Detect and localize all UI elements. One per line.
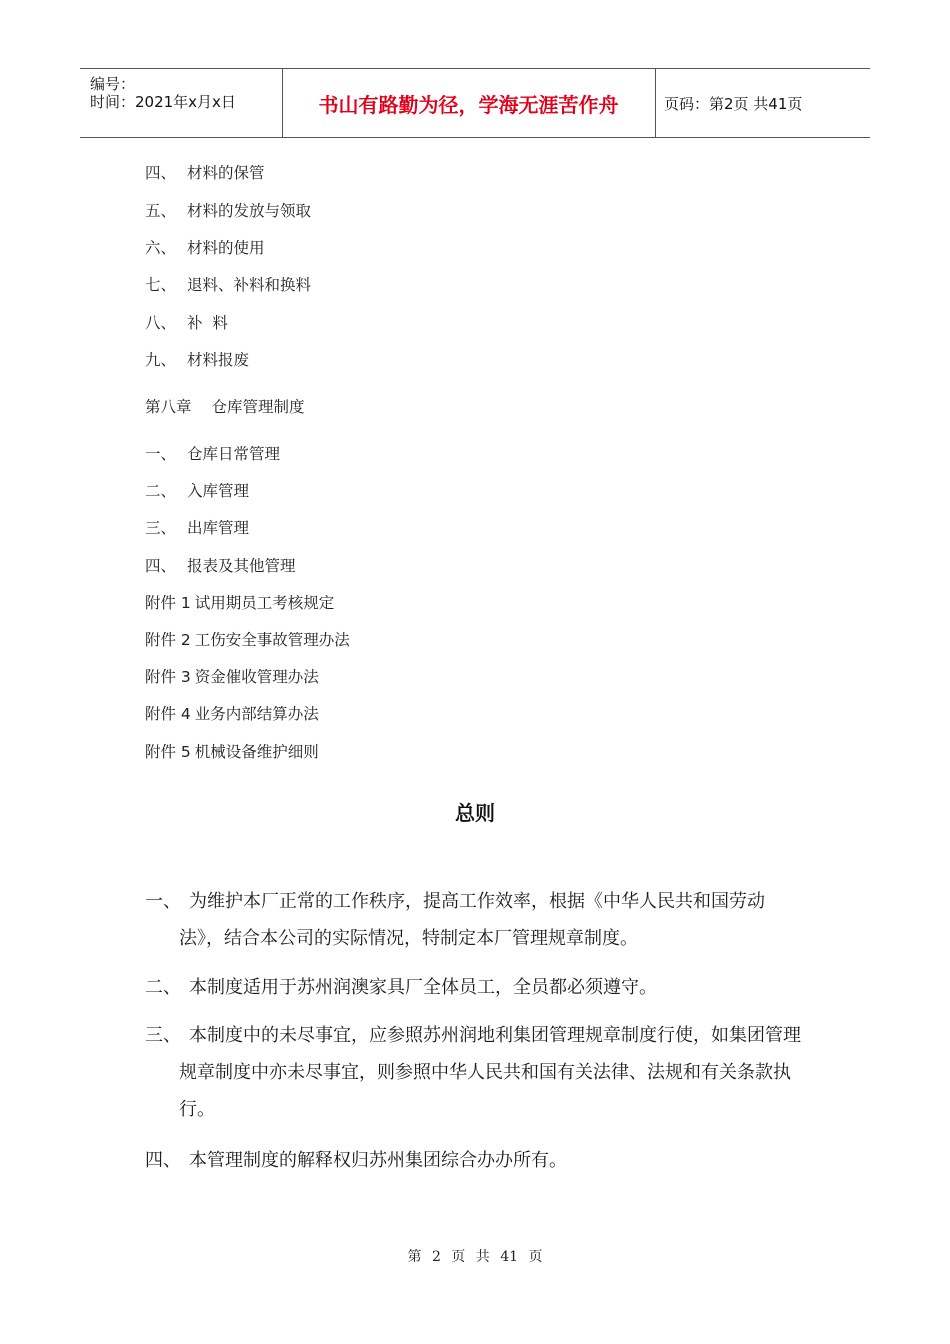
article-number: 二、 — [145, 977, 181, 998]
toc-item-number: 四、 — [145, 164, 177, 182]
toc-item — [145, 442, 280, 464]
toc-item — [145, 161, 265, 183]
toc-item — [145, 311, 228, 333]
document-date-label: 时间：2021年x月x日 — [90, 93, 236, 111]
header-meta-cell — [80, 69, 283, 137]
toc-appendix-number: 附件 5 — [145, 743, 191, 761]
toc-item-number: 七、 — [145, 276, 177, 294]
toc-item-text: 入库管理 — [187, 482, 250, 500]
toc-item-text: 退料、补料和换料 — [187, 276, 312, 294]
toc-appendix — [145, 628, 350, 650]
toc-item — [145, 273, 311, 295]
toc-item-text: 材料报废 — [187, 351, 250, 369]
toc-appendix-number: 附件 1 — [145, 594, 191, 612]
toc-chapter-number: 第八章 — [145, 398, 192, 416]
article-text: 本制度适用于苏州润澳家具厂全体员工，全员都必须遵守。 — [189, 977, 657, 998]
toc-item-text: 报表及其他管理 — [187, 557, 296, 575]
toc-chapter — [145, 395, 305, 417]
article-text: 本制度中的未尽事宜，应参照苏州润地利集团管理规章制度行使，如集团管理规章制度中亦未尽事宜，则参照中华人民共和国有关法律、法规和有关条款执行。 — [179, 1025, 801, 1120]
toc-item — [145, 236, 265, 258]
toc-appendix — [145, 665, 319, 687]
toc-appendix-text: 业务内部结算办法 — [194, 705, 319, 723]
toc-chapter-text: 仓库管理制度 — [211, 398, 305, 416]
toc-appendix — [145, 702, 319, 724]
article-number: 三、 — [145, 1025, 181, 1046]
toc-item-number: 六、 — [145, 239, 177, 257]
toc-item-text: 补 料 — [187, 314, 228, 332]
toc-item — [145, 516, 249, 538]
toc-item-number: 八、 — [145, 314, 177, 332]
header-motto-cell — [282, 69, 656, 137]
toc-item-text: 出库管理 — [187, 519, 250, 537]
article-paragraph — [145, 1142, 805, 1179]
header-page-info: 页码：第2页 共41页 — [664, 94, 803, 113]
document-number-label: 编号： — [90, 75, 136, 93]
toc-item-text: 材料的发放与领取 — [187, 202, 312, 220]
page-footer: 第 2 页 共 41 页 — [407, 1249, 543, 1265]
toc-appendix — [145, 591, 334, 613]
article-paragraph — [145, 883, 805, 957]
toc-appendix-text: 试用期员工考核规定 — [194, 594, 335, 612]
toc-item-number: 二、 — [145, 482, 177, 500]
section-title: 总则 — [455, 801, 495, 825]
article-text: 本管理制度的解释权归苏州集团综合办办所有。 — [189, 1150, 567, 1171]
toc-item-number: 九、 — [145, 351, 177, 369]
document-header — [80, 68, 870, 138]
header-page-cell — [656, 69, 870, 137]
toc-item-number: 一、 — [145, 445, 177, 463]
toc-appendix-number: 附件 2 — [145, 631, 191, 649]
article-paragraph — [145, 1017, 805, 1128]
toc-item — [145, 479, 249, 501]
article-paragraph — [145, 969, 805, 1006]
toc-appendix-number: 附件 3 — [145, 668, 191, 686]
article-text: 为维护本厂正常的工作秩序，提高工作效率，根据《中华人民共和国劳动法》，结合本公司的实际情况，特制定本厂管理规章制度。 — [179, 891, 765, 949]
toc-appendix — [145, 740, 319, 762]
toc-item — [145, 199, 311, 221]
toc-item-number: 五、 — [145, 202, 177, 220]
toc-item-text: 材料的使用 — [187, 239, 265, 257]
toc-item — [145, 348, 249, 370]
article-number: 一、 — [145, 891, 181, 912]
toc-appendix-text: 资金催收管理办法 — [194, 668, 319, 686]
toc-appendix-number: 附件 4 — [145, 705, 191, 723]
toc-item — [145, 554, 296, 576]
toc-appendix-text: 机械设备维护细则 — [194, 743, 319, 761]
toc-appendix-text: 工伤安全事故管理办法 — [194, 631, 350, 649]
article-number: 四、 — [145, 1150, 181, 1171]
toc-item-number: 三、 — [145, 519, 177, 537]
toc-item-number: 四、 — [145, 557, 177, 575]
toc-item-text: 材料的保管 — [187, 164, 265, 182]
header-motto: 书山有路勤为径，学海无涯苦作舟 — [318, 92, 619, 117]
toc-item-text: 仓库日常管理 — [187, 445, 281, 463]
